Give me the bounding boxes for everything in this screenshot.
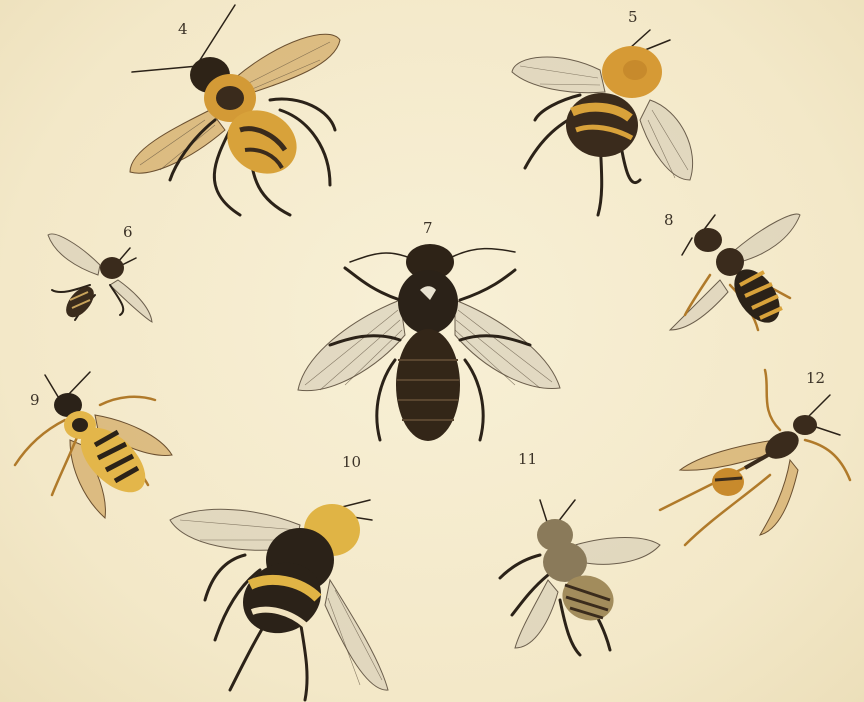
- insect-figure-8: [664, 211, 800, 331]
- insect-figure-12: [660, 369, 850, 545]
- insect-figure-9: [15, 372, 172, 518]
- insect-figure-11: [500, 450, 660, 655]
- figure-number-8: 8: [664, 211, 674, 229]
- figure-number-6: 6: [123, 223, 133, 241]
- insect-figure-6: [48, 223, 152, 322]
- figure-number-9: 9: [30, 391, 40, 409]
- insect-figure-5: [512, 8, 693, 215]
- figure-number-7: 7: [423, 219, 433, 237]
- figure-number-10: 10: [342, 453, 362, 471]
- insect-figure-10: [170, 453, 388, 700]
- figure-number-11: 11: [518, 450, 538, 468]
- figure-number-4: 4: [178, 20, 188, 38]
- insect-figure-4: [130, 5, 340, 215]
- insect-figure-7: [298, 219, 560, 441]
- figure-number-5: 5: [628, 8, 638, 26]
- figure-number-12: 12: [806, 369, 826, 387]
